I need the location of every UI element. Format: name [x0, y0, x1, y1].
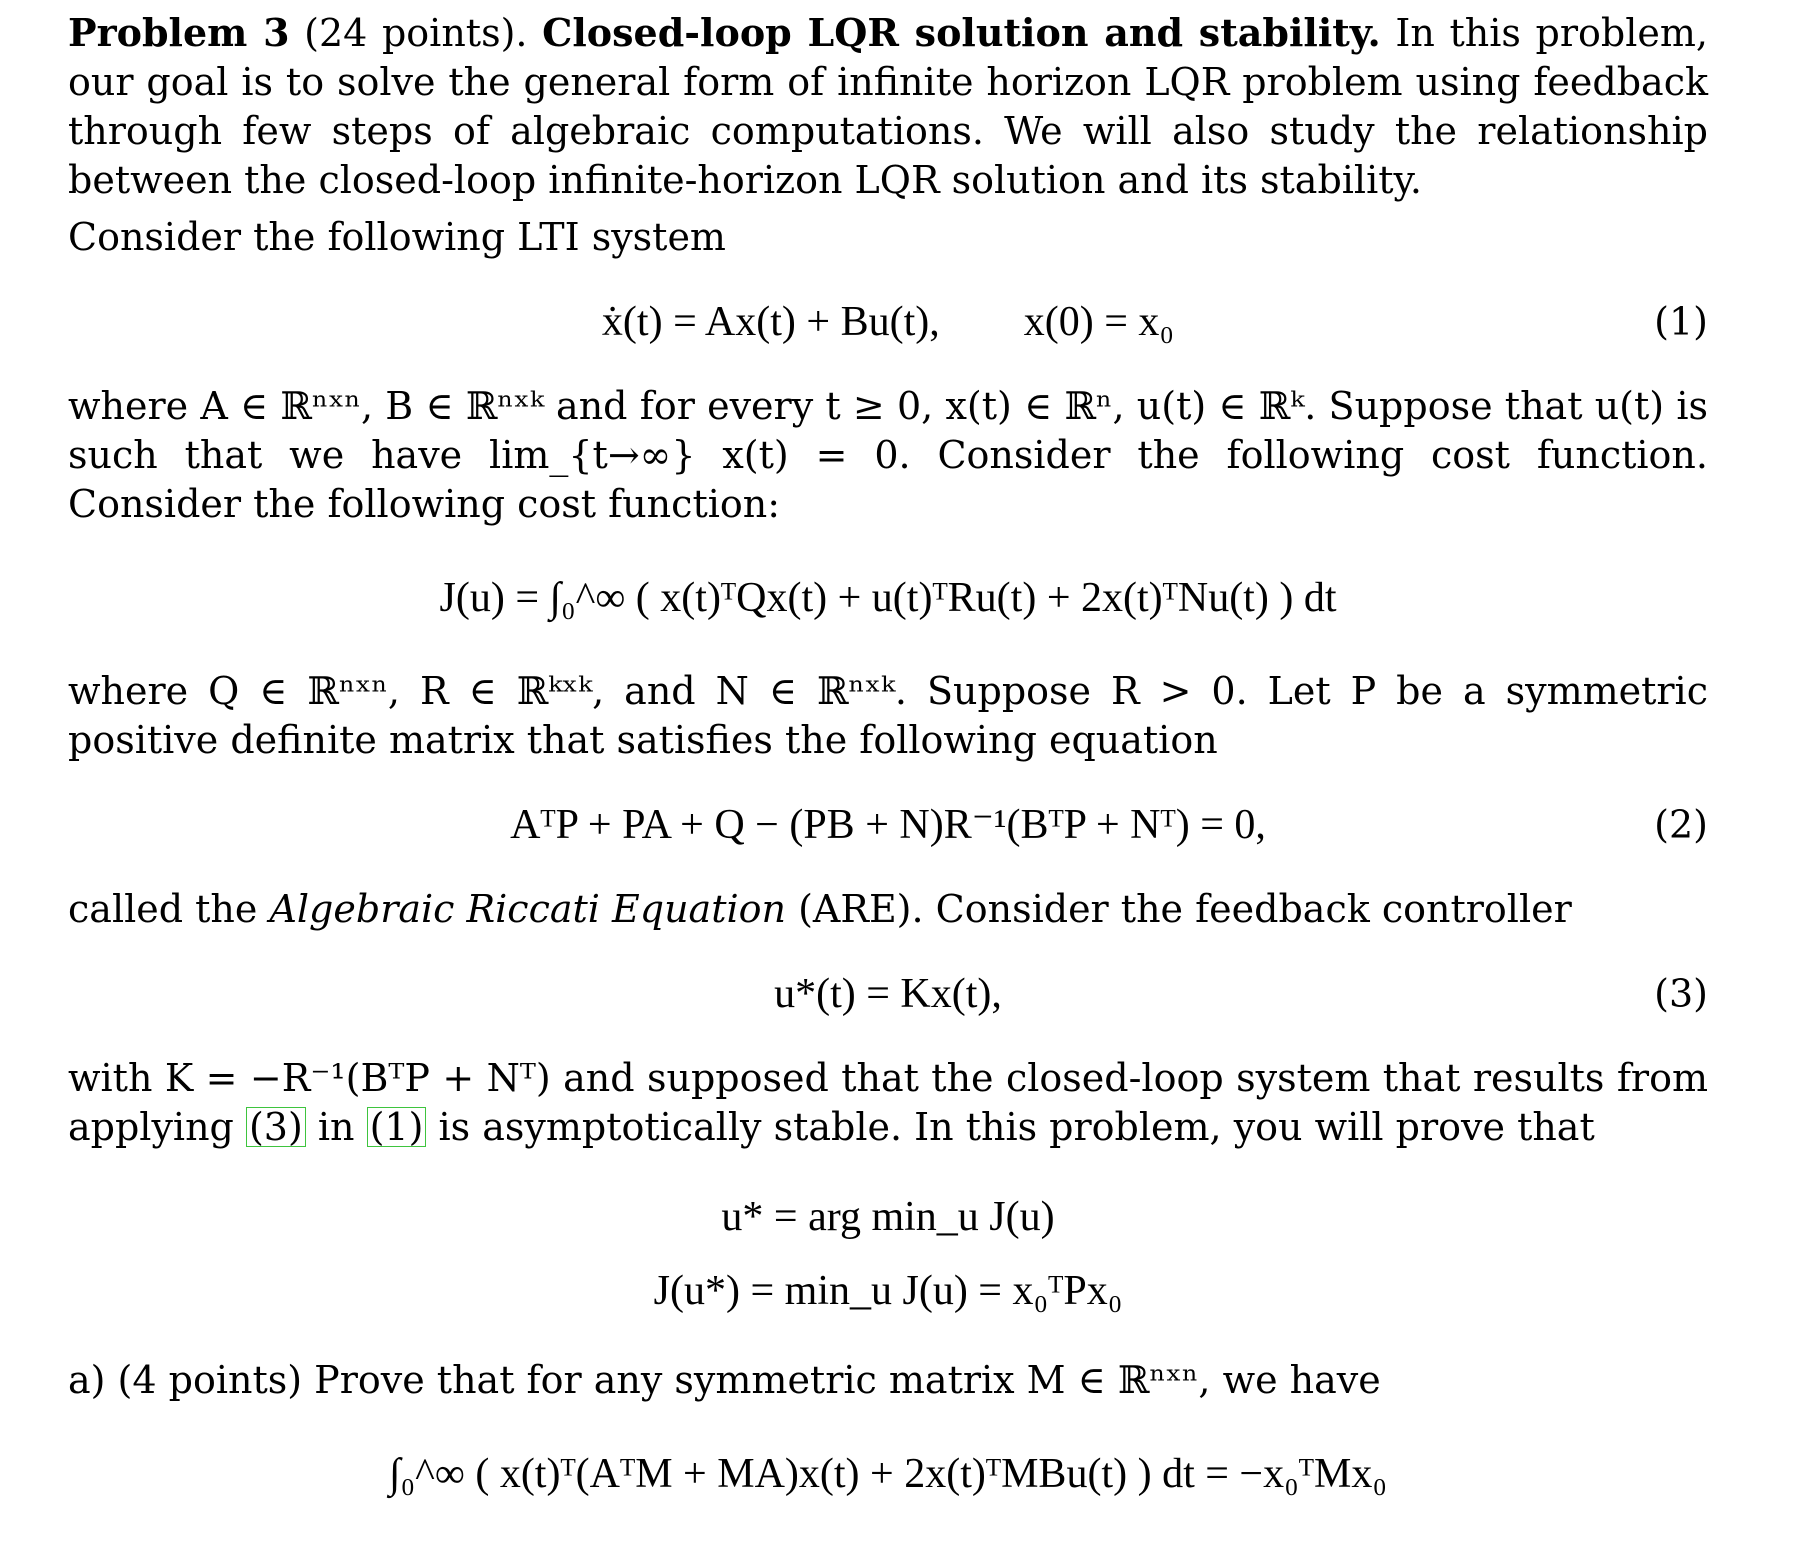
document-page	[68, 8, 1708, 1543]
cost-function-expr: J(u) = ∫₀^∞ ( x(t)ᵀQx(t) + u(t)ᵀRu(t) + 2x(t)ᵀNu(t) ) dt	[439, 574, 1337, 621]
part-a-equation	[68, 1419, 1708, 1529]
result-equations	[68, 1180, 1708, 1328]
part-a-text: a) (4 points) Prove that for any symmetric matrix M ∈ ℝⁿˣⁿ, we have	[68, 1358, 1381, 1402]
equation-1-number: (1)	[1654, 299, 1708, 344]
equation-1-expr: ẋ(t) = Ax(t) + Bu(t), x(0) = x₀	[601, 298, 1175, 345]
result-line-1-expr: u* = arg min_u J(u)	[721, 1193, 1055, 1240]
with-text-post: is asymptotically stable. In this problem, you will prove that	[426, 1105, 1595, 1149]
equation-2-expr: AᵀP + PA + Q − (PB + N)R⁻¹(BᵀP + Nᵀ) = 0,	[510, 801, 1266, 848]
with-text-mid: in	[305, 1105, 367, 1149]
equation-ref-3[interactable]: (3)	[246, 1107, 306, 1147]
result-line-2	[654, 1254, 1123, 1328]
equation-3-expr: u*(t) = Kx(t),	[774, 970, 1002, 1017]
with-text-pre: with K = −R⁻¹(BᵀP + Nᵀ) and supposed that the closed-loop system that results from applying	[68, 1056, 1708, 1149]
equation-2-number: (2)	[1654, 802, 1708, 847]
with-text	[68, 1054, 1708, 1152]
equation-1	[68, 292, 1708, 352]
called-text-post: (ARE). Consider the feedback controller	[785, 887, 1572, 931]
cost-function-equation	[68, 543, 1708, 653]
called-text	[68, 885, 1708, 934]
called-text-pre: called the	[68, 887, 270, 931]
are-name: Algebraic Riccati Equation	[269, 887, 786, 931]
where-text-2: where Q ∈ ℝⁿˣⁿ, R ∈ ℝᵏˣᵏ, and N ∈ ℝⁿˣᵏ. Suppose R > 0. Let P be a symmetric positive definite matrix that satisfies the following equation	[68, 669, 1708, 762]
problem-title: Closed-loop LQR solution and stability.	[542, 10, 1381, 55]
problem-intro-text: In this problem, our goal is to solve the general form of infinite horizon LQR problem using feedback through few steps of algebraic computations. We will also study the relationship between the closed-loop infinite-horizon LQR solution and its stability.	[68, 11, 1708, 202]
problem-heading: Problem 3	[68, 10, 290, 55]
result-line-2-expr: J(u*) = min_u J(u) = x₀ᵀPx₀	[653, 1267, 1123, 1314]
part-a-equation-expr: ∫₀^∞ ( x(t)ᵀ(AᵀM + MA)x(t) + 2x(t)ᵀMBu(t) ) dt = −x₀ᵀMx₀	[389, 1450, 1387, 1497]
equation-2	[68, 795, 1708, 855]
result-line-1	[721, 1180, 1054, 1254]
where-text-1: where A ∈ ℝⁿˣⁿ, B ∈ ℝⁿˣᵏ and for every t ≥ 0, x(t) ∈ ℝⁿ, u(t) ∈ ℝᵏ. Suppose that u(t) is such that we have lim_{t→∞} x(t) = 0. Consider the following cost function. Consider the following cost function:	[68, 384, 1708, 526]
consider-text: Consider the following LTI system	[68, 215, 726, 259]
equation-3-number: (3)	[1654, 971, 1708, 1016]
problem-intro	[68, 8, 1708, 205]
equation-3	[68, 964, 1708, 1024]
problem-points: (24 points).	[304, 11, 528, 55]
equation-ref-1[interactable]: (1)	[367, 1107, 427, 1147]
